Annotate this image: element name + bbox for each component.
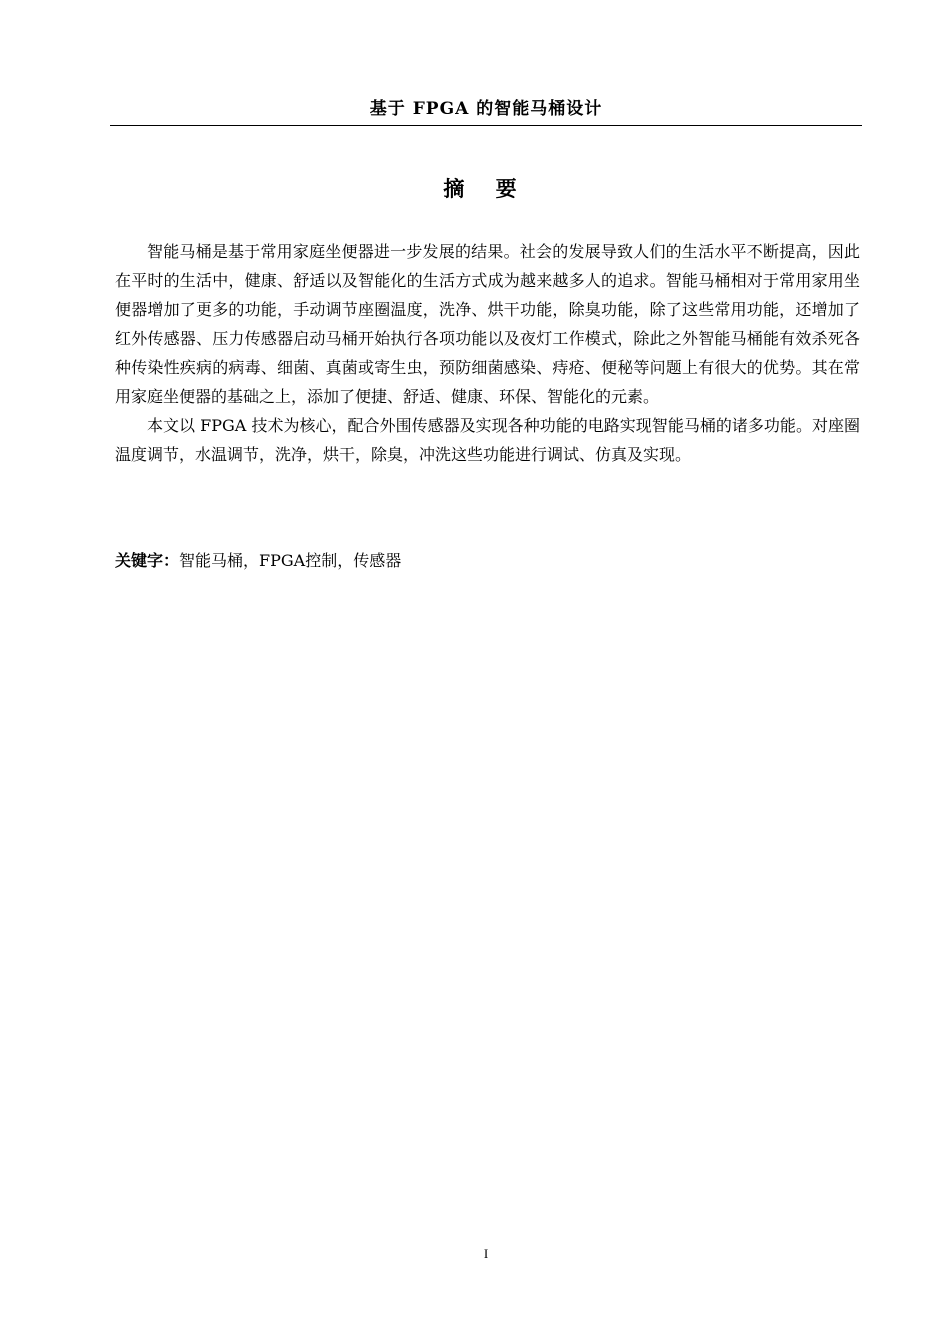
abstract-heading: 摘 要 xyxy=(443,177,529,201)
running-header-title: 基于 FPGA 的智能马桶设计 xyxy=(369,99,603,119)
keywords-line xyxy=(115,548,860,574)
keywords-label: 关键字： xyxy=(115,551,180,570)
header-divider xyxy=(110,125,862,126)
keywords-value: 智能马桶，FPGA控制，传感器 xyxy=(179,551,402,570)
page-number: I xyxy=(483,1246,489,1261)
abstract-paragraph-2: 本文以 FPGA 技术为核心，配合外围传感器及实现各种功能的电路实现智能马桶的诸多功能。对座圈温度调节，水温调节，洗净，烘干，除臭，冲洗这些功能进行调试、仿真及实现。 xyxy=(115,416,860,464)
abstract-body xyxy=(115,237,860,469)
abstract-paragraph-1: 智能马桶是基于常用家庭坐便器进一步发展的结果。社会的发展导致人们的生活水平不断提高，因此在平时的生活中，健康、舒适以及智能化的生活方式成为越来越多人的追求。智能马桶相对于常用家用坐便器增加了更多的功能，手动调节座圈温度，洗净、烘干功能，除臭功能，除了这些常用功能，还增加了红外传感器、压力传感器启动马桶开始执行各项功能以及夜灯工作模式，除此之外智能马桶能有效杀死各种传染性疾病的病毒、细菌、真菌或寄生虫，预防细菌感染、痔疮、便秘等问题上有很大的优势。其在常用家庭坐便器的基础之上，添加了便捷、舒适、健康、环保、智能化的元素。 xyxy=(115,242,860,406)
